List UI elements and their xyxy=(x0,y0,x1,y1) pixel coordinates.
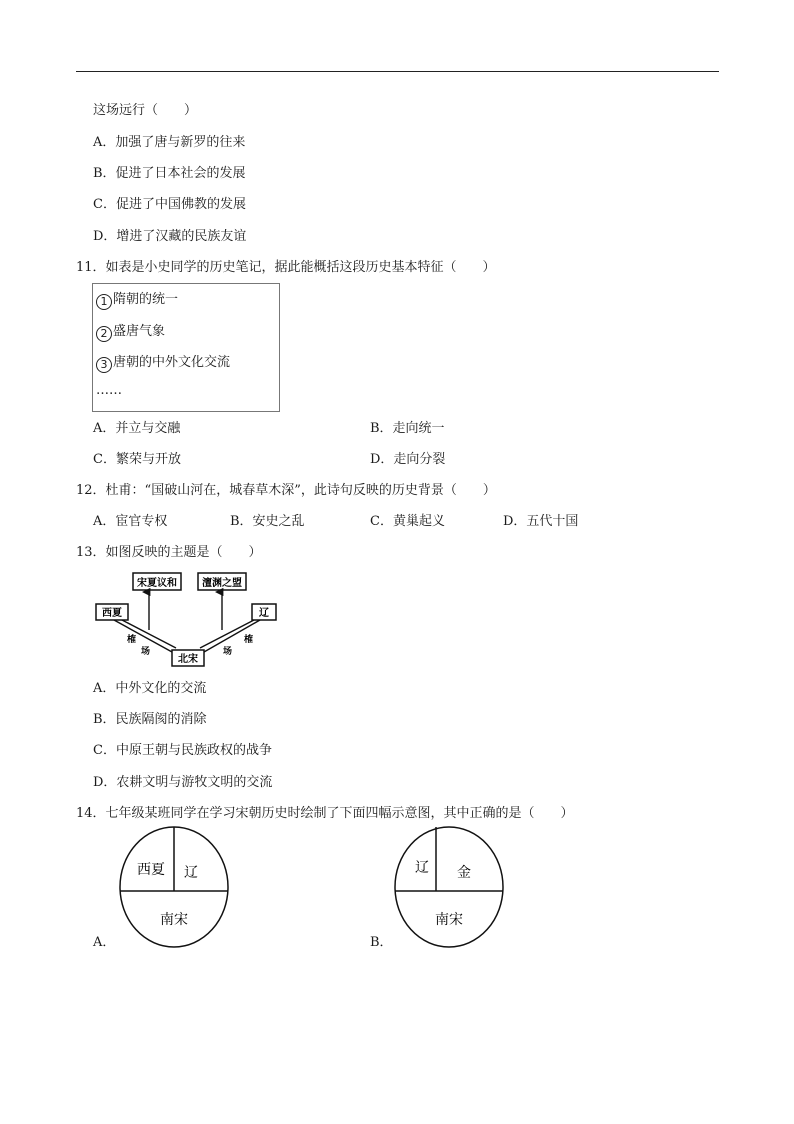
header-rule xyxy=(76,71,719,72)
q13-label-western-xia: 西夏 xyxy=(102,608,122,619)
q11-note-2-text: 盛唐气象 xyxy=(113,324,166,339)
q11-note-ellipsis: …… xyxy=(96,383,122,398)
q13-option-c[interactable]: C．中原王朝与民族政权的战争 xyxy=(93,743,272,758)
q14-figure-b xyxy=(393,825,505,949)
q11-option-b[interactable]: B．走向统一 xyxy=(370,421,445,436)
q14-figure-a xyxy=(118,825,230,949)
q13-label-chanyuan-treaty: 澶渊之盟 xyxy=(202,578,242,589)
q13-road-right-char-2: 场 xyxy=(223,647,233,657)
circled-number: 2 xyxy=(96,326,112,342)
q13-road-left-char-2: 场 xyxy=(141,647,151,657)
q10-option-d[interactable]: D．增进了汉藏的民族友谊 xyxy=(93,229,247,244)
q14-option-a[interactable]: A． xyxy=(93,935,116,950)
q13-diagram xyxy=(92,568,292,672)
q13-stem: 13．如图反映的主题是（ ） xyxy=(76,545,262,560)
q12-option-b[interactable]: B．安史之乱 xyxy=(230,514,305,529)
q13-option-a[interactable]: A．中外文化的交流 xyxy=(93,681,207,696)
q13-road-left-char-1: 榷 xyxy=(127,635,137,645)
q12-option-a[interactable]: A．宦官专权 xyxy=(93,514,168,529)
q10-option-b[interactable]: B．促进了日本社会的发展 xyxy=(93,166,246,181)
q10-option-a[interactable]: A．加强了唐与新罗的往来 xyxy=(93,135,246,150)
q13-option-b[interactable]: B．民族隔阂的消除 xyxy=(93,712,207,727)
q12-option-d[interactable]: D．五代十国 xyxy=(503,514,579,529)
q14-option-b[interactable]: B． xyxy=(370,935,393,950)
q14-a-label-bottom: 南宋 xyxy=(160,912,188,928)
q14-stem: 14．七年级某班同学在学习宋朝历史时绘制了下面四幅示意图，其中正确的是（ ） xyxy=(76,806,574,821)
circled-number: 3 xyxy=(96,357,112,373)
q10-stem-tail: 这场远行（ ） xyxy=(93,103,198,118)
q13-label-song-xia-peace: 宋夏议和 xyxy=(137,578,177,589)
q12-stem: 12．杜甫：“国破山河在，城春草木深”，此诗句反映的历史背景（ ） xyxy=(76,483,496,498)
q11-note-1 xyxy=(96,292,178,310)
q14-b-label-top-right: 金 xyxy=(457,865,471,881)
q11-option-d[interactable]: D．走向分裂 xyxy=(370,452,446,467)
q14-b-ellipse xyxy=(395,827,503,947)
q13-road-right-char-1: 榷 xyxy=(244,635,254,645)
q11-note-3-text: 唐朝的中外文化交流 xyxy=(113,355,231,370)
q10-option-c[interactable]: C．促进了中国佛教的发展 xyxy=(93,197,246,212)
q13-option-d[interactable]: D．农耕文明与游牧文明的交流 xyxy=(93,775,273,790)
q11-note-2 xyxy=(96,324,165,342)
q14-b-label-top-left: 辽 xyxy=(415,860,429,876)
q14-a-label-top-right: 辽 xyxy=(184,865,198,881)
q11-note-3 xyxy=(96,355,230,373)
q11-note-1-text: 隋朝的统一 xyxy=(113,292,179,307)
q11-notes-box xyxy=(92,283,280,412)
q14-a-label-top-left: 西夏 xyxy=(137,862,165,878)
q13-label-liao: 辽 xyxy=(259,608,269,619)
circled-number: 1 xyxy=(96,294,112,310)
q11-option-c[interactable]: C．繁荣与开放 xyxy=(93,452,181,467)
q14-b-label-bottom: 南宋 xyxy=(435,912,463,928)
q13-label-northern-song: 北宋 xyxy=(178,654,198,665)
q12-option-c[interactable]: C．黄巢起义 xyxy=(370,514,445,529)
q11-option-a[interactable]: A．并立与交融 xyxy=(93,421,181,436)
q11-stem: 11．如表是小史同学的历史笔记，据此能概括这段历史基本特征（ ） xyxy=(76,260,496,275)
